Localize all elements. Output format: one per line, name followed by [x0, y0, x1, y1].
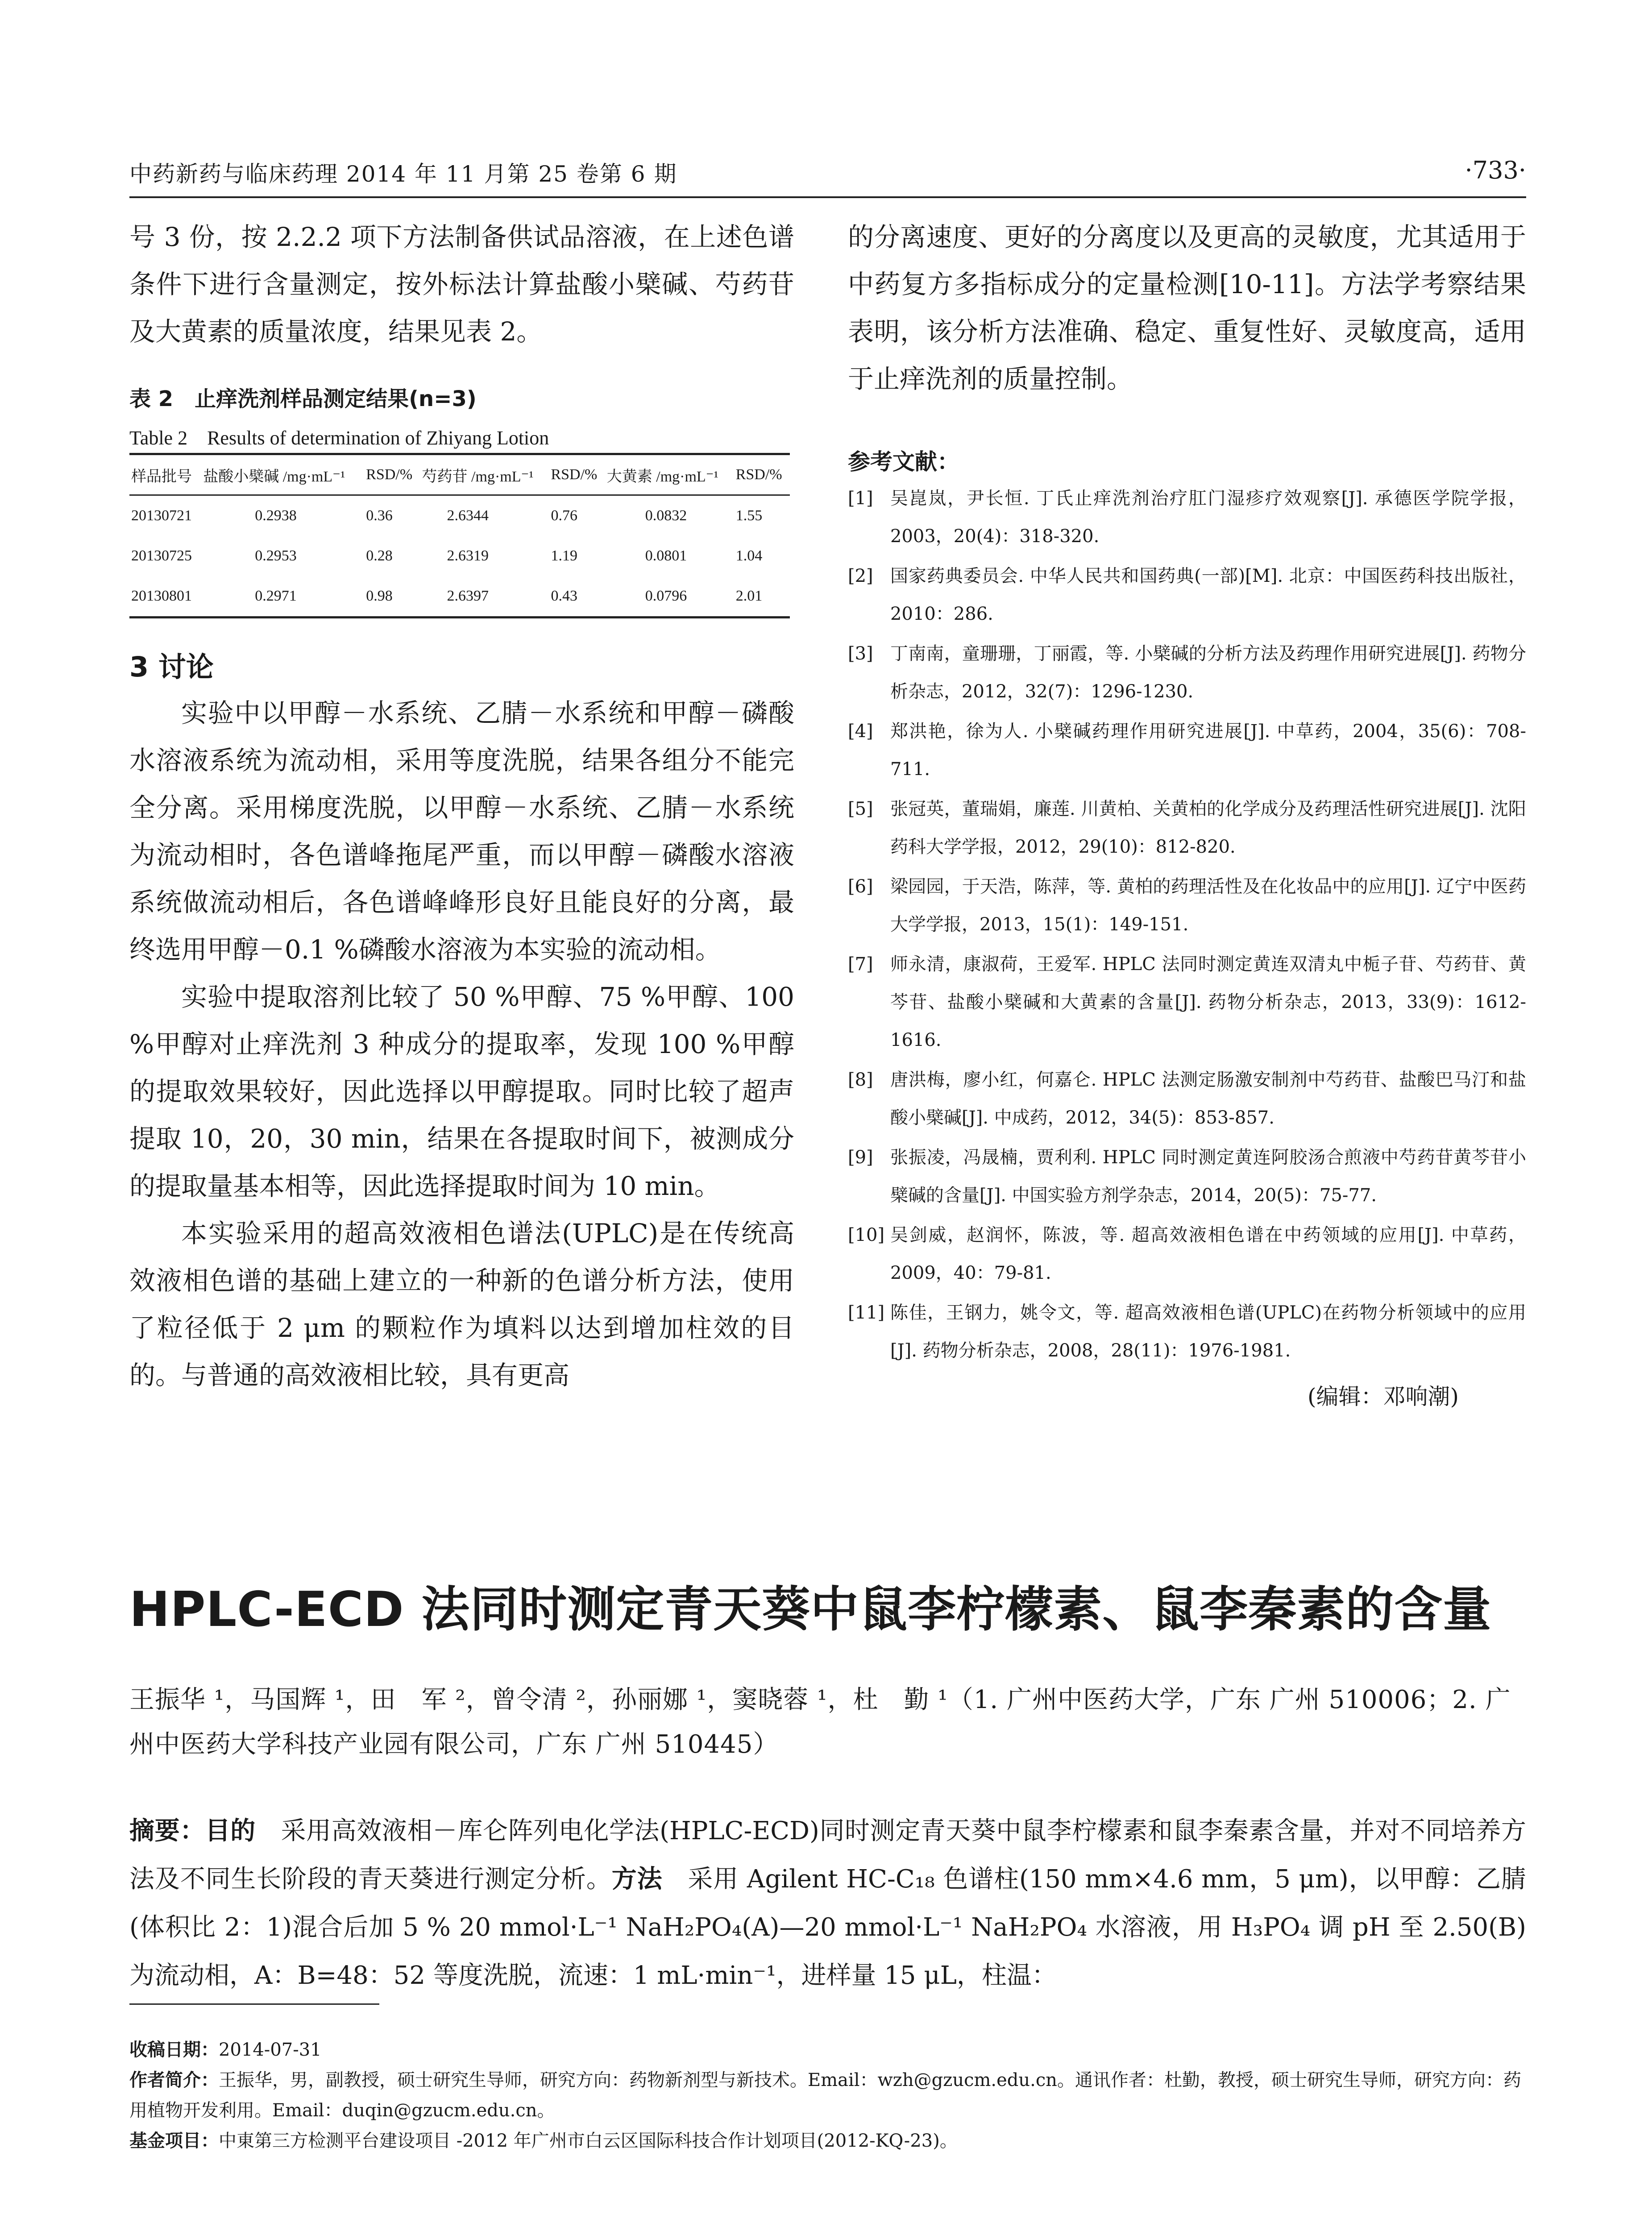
reference-text: 吴崑岚，尹长恒. 丁氏止痒洗剂治疗肛门湿疹疗效观察[J]. 承德医学院学报，2003，20(4)：318-320. [890, 488, 1526, 547]
reference-item [848, 1061, 1526, 1137]
reference-text: 丁南南，童珊珊，丁丽霞，等. 小檗碱的分析方法及药理作用研究进展[J]. 药物分析杂志，2012，32(7)：1296-1230. [890, 643, 1526, 702]
table-cell: 2.6344 [447, 507, 489, 524]
table-header-cell: RSD/% [735, 466, 782, 483]
reference-number: [8] [848, 1070, 873, 1090]
table-cell: 20130801 [131, 588, 192, 604]
fund-text: 中東第三方检测平台建设项目 -2012 年广州市白云区国际科技合作计划项目(2012-KQ-23)。 [219, 2131, 958, 2151]
reference-item [848, 868, 1526, 944]
table-row [129, 576, 790, 618]
references-heading: 参考文献： [848, 449, 959, 475]
table-header-cell: 芍药苷 /mg·mL⁻¹ [422, 468, 534, 485]
reference-text: 张冠英，董瑞娟，廉莲. 川黄柏、关黄柏的化学成分及药理活性研究进展[J]. 沈阳药科大学学报，2012，29(10)：812-820. [890, 799, 1526, 857]
table-header-cell: 样品批号 [131, 468, 192, 485]
author-bio [129, 2065, 1526, 2126]
reference-item [848, 1139, 1526, 1215]
reference-number: [5] [848, 799, 873, 819]
abstract-label: 摘要： [129, 1816, 205, 1845]
table-header-cell: 盐酸小檗碱 /mg·mL⁻¹ [203, 468, 345, 485]
table-cell: 20130725 [131, 547, 192, 564]
table-cell: 0.0796 [645, 588, 687, 604]
reference-text: 吴剑威，赵润怀，陈波，等. 超高效液相色谱在中药领域的应用[J]. 中草药，2009，40：79-81. [890, 1225, 1526, 1283]
reference-text: 国家药典委员会. 中华人民共和国药典(一部)[M]. 北京：中国医药科技出版社，2010：286. [890, 566, 1526, 624]
received-value: 2014-07-31 [219, 2040, 322, 2060]
table-caption-en: Table 2 Results of determination of Zhiyang Lotion [129, 427, 549, 449]
reference-text: 陈佳，王钢力，姚令文，等. 超高效液相色谱(UPLC)在药物分析领域中的应用[J]. 药物分析杂志，2008，28(11)：1976-1981. [890, 1302, 1526, 1361]
table-cell: 2.01 [735, 588, 763, 604]
reference-item [848, 713, 1526, 788]
reference-item [848, 790, 1526, 866]
table-row [129, 536, 790, 576]
reference-item [848, 1216, 1526, 1292]
reference-number: [11] [848, 1302, 885, 1323]
table-cell: 0.0832 [645, 507, 687, 524]
reference-text: 郑洪艳，徐为人. 小檗碱药理作用研究进展[J]. 中草药，2004，35(6)：708-711. [890, 721, 1526, 780]
reference-item [848, 480, 1526, 556]
intro-paragraph: 号 3 份，按 2.2.2 项下方法制备供试品溶液，在上述色谱条件下进行含量测定，按外标法计算盐酸小檗碱、芍药苷及大黄素的质量浓度，结果见表 2。 [129, 222, 794, 347]
reference-item [848, 635, 1526, 711]
fund-label: 基金项目： [129, 2131, 219, 2151]
abstract-method-label: 方法 [611, 1865, 663, 1894]
table-cell: 1.04 [735, 547, 763, 564]
abstract-purpose-label: 目的 [205, 1816, 256, 1845]
discussion-paragraph: 实验中以甲醇－水系统、乙腈－水系统和甲醇－磷酸水溶液系统为流动相，采用等度洗脱，结果各组分不能完全分离。采用梯度洗脱，以甲醇－水系统、乙腈－水系统为流动相时，各色谱峰拖尾严重，而以甲醇－磷酸水溶液系统做流动相后，各色谱峰峰形良好且能良好的分离，最终选用甲醇－0.1 %磷酸水溶液为本实验的流动相。 [129, 698, 794, 965]
reference-number: [3] [848, 643, 873, 664]
table-cell: 0.28 [366, 547, 393, 564]
table-cell: 0.98 [366, 588, 393, 604]
fund-info [129, 2126, 1526, 2156]
discussion-paragraph: 实验中提取溶剂比较了 50 %甲醇、75 %甲醇、100 %甲醇对止痒洗剂 3 种成分的提取率，发现 100 %甲醇的提取效果较好，因此选择以甲醇提取。同时比较了超声提取 10，20，30 min，结果在各提取时间下，被测成分的提取量基本相等，因此选择提取时间为 10 min。 [129, 982, 794, 1201]
section-heading-discussion: 3 讨论 [129, 651, 214, 683]
table-cell: 1.19 [551, 547, 577, 564]
table-cell: 2.6319 [447, 547, 489, 564]
received-date [129, 2035, 1526, 2065]
table-cell: 0.2971 [255, 588, 297, 604]
table-header-cell: RSD/% [551, 466, 598, 483]
reference-number: [10] [848, 1225, 885, 1245]
abstract-method: 采用 Agilent HC-C₁₈ 色谱柱(150 mm×4.6 mm，5 μm)，以甲醇：乙腈(体积比 2：1)混合后加 5 % 20 mmol·L⁻¹ NaH₂PO₄(A)—20 mmol·L⁻¹ NaH₂PO₄ 水溶液，用 H₃PO₄ 调 pH 至 2.50(B)为流动相，A：B=48：52 等度洗脱，流速：1 mL·min⁻¹，进样量 15 μL，柱温： [129, 1865, 1526, 1990]
abstract-purpose: 采用高效液相－库仑阵列电化学法(HPLC-ECD)同时测定青天葵中鼠李柠檬素和鼠李秦素含量，并对不同培养方法及不同生长阶段的青天葵进行测定分析。 [129, 1816, 1527, 1894]
footnote-divider [129, 2003, 379, 2005]
reference-text: 梁园园，于天浩，陈萍，等. 黄柏的药理活性及在化妆品中的应用[J]. 辽宁中医药大学学报，2013，15(1)：149-151. [890, 876, 1526, 935]
footnotes [129, 2035, 1526, 2156]
table-cell: 0.2938 [255, 507, 297, 524]
reference-text: 唐洪梅，廖小红，何嘉仑. HPLC 法测定肠激安制剂中芍药苷、盐酸巴马汀和盐酸小檗碱[J]. 中成药，2012，34(5)：853-857. [890, 1070, 1526, 1128]
received-label: 收稿日期： [129, 2040, 219, 2060]
table-header-row [129, 454, 790, 495]
table-cell: 0.43 [551, 588, 577, 604]
running-header [129, 156, 1526, 187]
reference-item [848, 1294, 1526, 1370]
reference-item [848, 945, 1526, 1059]
reference-text: 张振凌，冯晟楠，贾利利. HPLC 同时测定黄连阿胶汤合煎液中芍药苷黄芩苷小檗碱的含量[J]. 中国实验方剂学杂志，2014，20(5)：75-77. [890, 1147, 1526, 1206]
editor-credit: (编辑：邓响潮) [1307, 1384, 1459, 1410]
reference-text: 师永清，康淑荷，王爱军. HPLC 法同时测定黄连双清丸中栀子苷、芍药苷、黄芩苷、盐酸小檗碱和大黄素的含量[J]. 药物分析杂志，2013，33(9)：1612-1616. [890, 954, 1526, 1050]
reference-number: [9] [848, 1147, 873, 1168]
reference-number: [4] [848, 721, 873, 742]
table-cell: 0.36 [366, 507, 393, 524]
header-divider [129, 196, 1526, 198]
page-number: ·733· [1465, 156, 1526, 184]
table-cell: 1.55 [735, 507, 763, 524]
table-cell: 20130721 [131, 507, 192, 524]
author-bio-text: 王振华，男，副教授，硕士研究生导师，研究方向：药物新剂型与新技术。Email：wzh@gzucm.edu.cn。通讯作者：杜勤，教授，硕士研究生导师，研究方向：药用植物开发利用。Email：duqin@gzucm.edu.cn。 [129, 2070, 1522, 2121]
author-affiliations: 王振华 ¹，马国辉 ¹，田 军 ²，曾令清 ²，孙丽娜 ¹，窦晓蓉 ¹，杜 勤 ¹（1. 广州中医药大学，广东 广州 510006；2. 广州中医药大学科技产业园有限公司，广东 广州 510445） [129, 1685, 1511, 1759]
reference-item [848, 557, 1526, 633]
table-row [129, 495, 790, 536]
discussion-body [129, 689, 794, 1399]
author-bio-label: 作者简介： [129, 2070, 219, 2090]
reference-number: [1] [848, 488, 873, 509]
table-caption-cn: 表 2 止痒洗剂样品测定结果(n=3) [129, 386, 477, 411]
results-table [129, 453, 790, 618]
reference-number: [6] [848, 876, 873, 897]
discussion-continuation: 的分离速度、更好的分离度以及更高的灵敏度，尤其适用于中药复方多指标成分的定量检测[10-11]。方法学考察结果表明，该分析方法准确、稳定、重复性好、灵敏度高，适用于止痒洗剂的质量控制。 [848, 222, 1526, 394]
table-cell: 0.0801 [645, 547, 687, 564]
abstract [129, 1807, 1526, 2000]
discussion-paragraph: 本实验采用的超高效液相色谱法(UPLC)是在传统高效液相色谱的基础上建立的一种新的色谱分析方法，使用了粒径低于 2 μm 的颗粒作为填料以达到增加柱效的目的。与普通的高效液相比较，具有更高 [129, 1218, 794, 1390]
journal-info: 中药新药与临床药理 2014 年 11 月第 25 卷第 6 期 [129, 161, 677, 187]
reference-list [848, 480, 1526, 1372]
article-title: HPLC-ECD 法同时测定青天葵中鼠李柠檬素、鼠李秦素的含量 [129, 1582, 1492, 1638]
table-header-cell: 大黄素 /mg·mL⁻¹ [606, 468, 718, 485]
table-cell: 0.2953 [255, 547, 297, 564]
table-header-cell: RSD/% [366, 466, 413, 483]
reference-number: [2] [848, 566, 873, 586]
table-cell: 2.6397 [447, 588, 489, 604]
reference-number: [7] [848, 954, 873, 975]
table-cell: 0.76 [551, 507, 577, 524]
